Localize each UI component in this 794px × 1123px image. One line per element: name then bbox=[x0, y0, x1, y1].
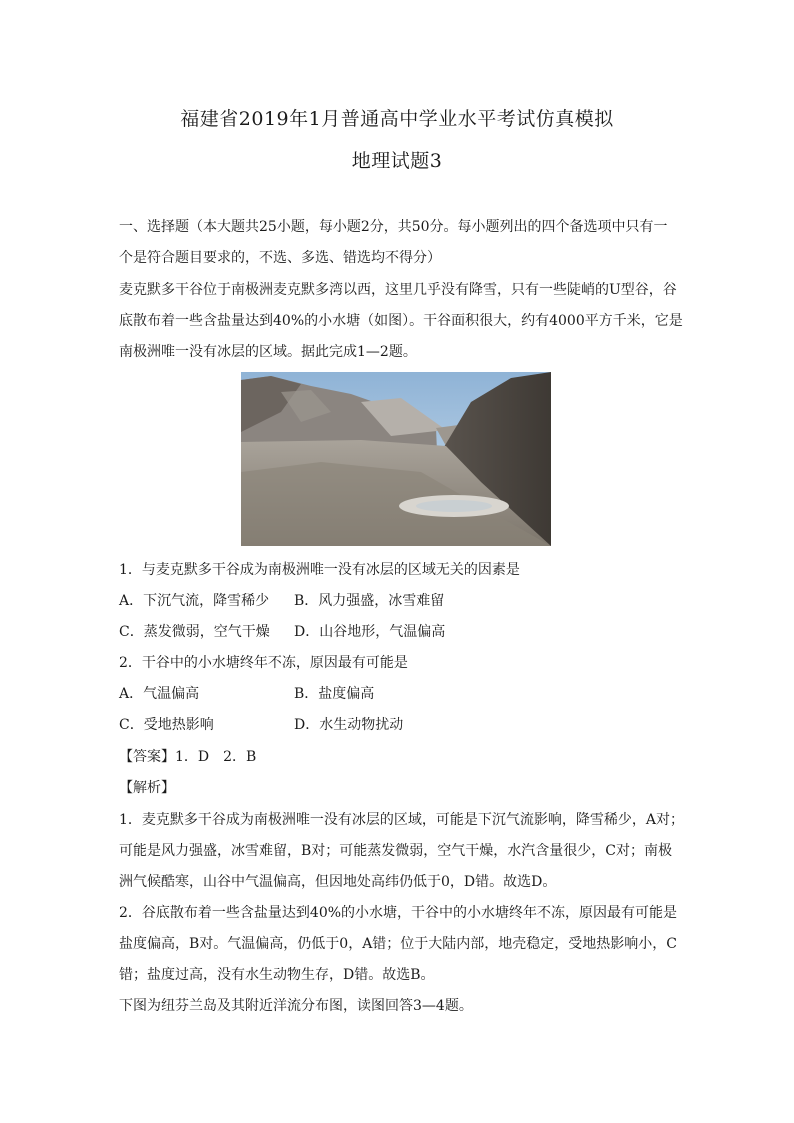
analysis-1-line1: 1．麦克默多干谷成为南极洲唯一没有冰层的区域，可能是下沉气流影响，降雪稀少，A对； bbox=[119, 812, 685, 828]
document-title: 福建省2019年1月普通高中学业水平考试仿真模拟 bbox=[180, 108, 614, 130]
question-2-option-a: A．气温偏高 bbox=[119, 686, 200, 702]
answer-key: 【答案】1．D 2．B bbox=[119, 749, 257, 765]
question-1-option-c: C．蒸发微弱，空气干燥 bbox=[119, 624, 270, 640]
question-1-option-d: D．山谷地形，气温偏高 bbox=[294, 624, 446, 640]
question-2-option-b: B．盐度偏高 bbox=[294, 686, 375, 702]
analysis-1-line3: 洲气候酷寒，山谷中气温偏高，但因地处高纬仍低于0，D错。故选D。 bbox=[119, 874, 557, 890]
analysis-2-line3: 错；盐度过高，没有水生动物生存，D错。故选B。 bbox=[119, 967, 435, 983]
question-2-option-d: D．水生动物扰动 bbox=[294, 717, 404, 733]
analysis-1-line2: 可能是风力强盛，冰雪难留，B对；可能蒸发微弱，空气干燥，水汽含量很少，C对；南极 bbox=[119, 843, 672, 859]
analysis-2-line1: 2．谷底散布着一些含盐量达到40%的小水塘，干谷中的小水塘终年不冻，原因最有可能是 bbox=[119, 905, 678, 921]
analysis-2-line2: 盐度偏高，B对。气温偏高，仍低于0，A错；位于大陆内部，地壳稳定，受地热影响小，C bbox=[119, 936, 678, 952]
section-instructions-line2: 个是符合题目要求的，不选、多选、错选均不得分） bbox=[119, 250, 441, 266]
next-passage-intro: 下图为纽芬兰岛及其附近洋流分布图，读图回答3—4题。 bbox=[119, 998, 473, 1014]
document-subtitle: 地理试题3 bbox=[351, 150, 443, 172]
dry-valley-photo bbox=[241, 372, 551, 546]
section-instructions-line1: 一、选择题（本大题共25小题，每小题2分，共50分。每小题列出的四个备选项中只有一 bbox=[119, 219, 668, 235]
question-2-stem: 2．干谷中的小水塘终年不冻，原因最有可能是 bbox=[119, 655, 408, 671]
analysis-heading: 【解析】 bbox=[119, 780, 175, 796]
passage-line1: 麦克默多干谷位于南极洲麦克默多湾以西，这里几乎没有降雪，只有一些陡峭的U型谷，谷 bbox=[119, 282, 677, 298]
passage-line2: 底散布着一些含盐量达到40%的小水塘（如图）。干谷面积很大，约有4000平方千米，它是 bbox=[119, 313, 683, 329]
passage-line3: 南极洲唯一没有冰层的区域。据此完成1—2题。 bbox=[119, 344, 417, 360]
question-1-stem: 1．与麦克默多干谷成为南极洲唯一没有冰层的区域无关的因素是 bbox=[119, 562, 520, 578]
question-1-option-a: A．下沉气流，降雪稀少 bbox=[119, 593, 270, 609]
question-2-option-c: C．受地热影响 bbox=[119, 717, 214, 733]
question-1-option-b: B．风力强盛，冰雪难留 bbox=[294, 593, 445, 609]
